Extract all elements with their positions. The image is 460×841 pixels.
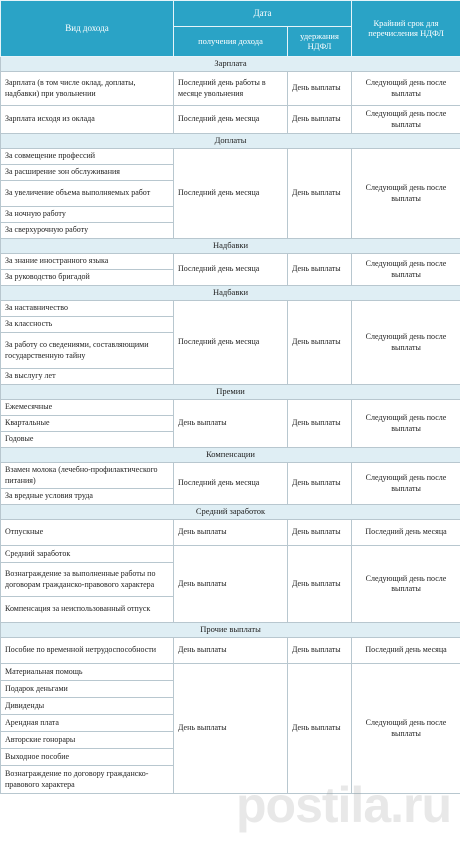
withholding-date-cell: День выплаты (288, 546, 352, 623)
deadline-cell: Следующий день после выплаты (352, 463, 460, 505)
section-row (1, 448, 460, 463)
income-type-cell: Пособие по временной нетрудоспособности (1, 638, 174, 664)
income-type-cell: Взамен молока (лечебно-профилактического питания) (1, 463, 174, 489)
income-type-cell: Арендная плата (1, 715, 174, 732)
income-type-cell: Дивиденды (1, 698, 174, 715)
withholding-date-cell: День выплаты (288, 520, 352, 546)
header-income-type: Вид дохода (1, 1, 174, 57)
watermark-logo: postila.ru (236, 777, 452, 833)
table-row (1, 463, 460, 489)
section-row (1, 385, 460, 400)
table-row (1, 664, 460, 681)
receipt-date-cell: День выплаты (174, 664, 288, 794)
income-type-cell: Авторские гонорары (1, 732, 174, 749)
income-type-cell: За знание иностранного языка (1, 254, 174, 270)
receipt-date-cell: День выплаты (174, 638, 288, 664)
header-receipt-date: получения дохода (174, 27, 288, 57)
receipt-date-cell: Последний день месяца (174, 463, 288, 505)
section-row (1, 239, 460, 254)
section-row (1, 286, 460, 301)
income-type-cell: За увеличение объема выполняемых работ (1, 181, 174, 207)
deadline-cell: Последний день месяца (352, 520, 460, 546)
receipt-date-cell: Последний день месяца (174, 106, 288, 134)
income-type-cell: За вредные условия труда (1, 489, 174, 505)
income-type-cell: За руководство бригадой (1, 270, 174, 286)
income-type-cell: Компенсация за неиспользованный отпуск (1, 597, 174, 623)
income-type-cell: За работу со сведениями, составляющими государственную тайну (1, 333, 174, 369)
income-type-cell: За совмещение профессий (1, 149, 174, 165)
deadline-cell: Следующий день после выплаты (352, 254, 460, 286)
table-row (1, 400, 460, 416)
income-type-cell: Зарплата (в том числе оклад, доплаты, надбавки) при увольнении (1, 72, 174, 106)
section-title: Зарплата (1, 57, 460, 72)
table-row (1, 638, 460, 664)
section-title: Прочие выплаты (1, 623, 460, 638)
deadline-cell: Следующий день после выплаты (352, 301, 460, 385)
receipt-date-cell: День выплаты (174, 520, 288, 546)
income-type-cell: Вознаграждение за выполненные работы по договорам гражданско-правового характера (1, 563, 174, 597)
withholding-date-cell: День выплаты (288, 149, 352, 239)
deadline-cell: Следующий день после выплаты (352, 664, 460, 794)
section-title: Премии (1, 385, 460, 400)
withholding-date-cell: День выплаты (288, 664, 352, 794)
receipt-date-cell: День выплаты (174, 400, 288, 448)
section-title: Компенсации (1, 448, 460, 463)
section-title: Надбавки (1, 286, 460, 301)
deadline-cell: Следующий день после выплаты (352, 149, 460, 239)
income-type-cell: Средний заработок (1, 546, 174, 563)
income-type-cell: Выходное пособие (1, 749, 174, 766)
table-body (1, 57, 460, 794)
withholding-date-cell: День выплаты (288, 638, 352, 664)
income-type-cell: Подарок деньгами (1, 681, 174, 698)
income-type-cell: Отпускные (1, 520, 174, 546)
withholding-date-cell: День выплаты (288, 463, 352, 505)
income-type-cell: За ночную работу (1, 207, 174, 223)
deadline-cell: Следующий день после выплаты (352, 400, 460, 448)
income-type-cell: За расширение зон обслуживания (1, 165, 174, 181)
income-type-cell: За сверхурочную работу (1, 223, 174, 239)
table-row (1, 254, 460, 270)
income-type-cell: За классность (1, 317, 174, 333)
withholding-date-cell: День выплаты (288, 254, 352, 286)
section-row (1, 623, 460, 638)
section-title: Доплаты (1, 134, 460, 149)
income-type-cell: Материальная помощь (1, 664, 174, 681)
withholding-date-cell: День выплаты (288, 72, 352, 106)
section-title: Средний заработок (1, 505, 460, 520)
header-withholding: удержания НДФЛ (288, 27, 352, 57)
withholding-date-cell: День выплаты (288, 301, 352, 385)
income-type-cell: Годовые (1, 432, 174, 448)
header-deadline: Крайний срок для перечисления НДФЛ (352, 1, 460, 57)
receipt-date-cell: Последний день месяца (174, 254, 288, 286)
income-type-cell: За наставничество (1, 301, 174, 317)
section-row (1, 134, 460, 149)
withholding-date-cell: День выплаты (288, 106, 352, 134)
section-title: Надбавки (1, 239, 460, 254)
deadline-cell: Следующий день после выплаты (352, 72, 460, 106)
table-row (1, 149, 460, 165)
table-row (1, 546, 460, 563)
deadline-cell: Следующий день после выплаты (352, 546, 460, 623)
receipt-date-cell: Последний день месяца (174, 301, 288, 385)
income-type-cell: Квартальные (1, 416, 174, 432)
income-type-cell: За выслугу лет (1, 369, 174, 385)
deadline-cell: Следующий день после выплаты (352, 106, 460, 134)
receipt-date-cell: Последний день работы в месяце увольнения (174, 72, 288, 106)
table-row (1, 106, 460, 134)
table-row (1, 72, 460, 106)
income-type-cell: Вознаграждение по договору гражданско-правового характера (1, 766, 174, 794)
receipt-date-cell: День выплаты (174, 546, 288, 623)
receipt-date-cell: Последний день месяца (174, 149, 288, 239)
withholding-date-cell: День выплаты (288, 400, 352, 448)
deadline-cell: Последний день месяца (352, 638, 460, 664)
section-row (1, 505, 460, 520)
table-row (1, 520, 460, 546)
income-type-cell: Зарплата исходя из оклада (1, 106, 174, 134)
income-type-cell: Ежемесячные (1, 400, 174, 416)
header-date: Дата (174, 1, 352, 27)
table-row (1, 301, 460, 317)
section-row (1, 57, 460, 72)
